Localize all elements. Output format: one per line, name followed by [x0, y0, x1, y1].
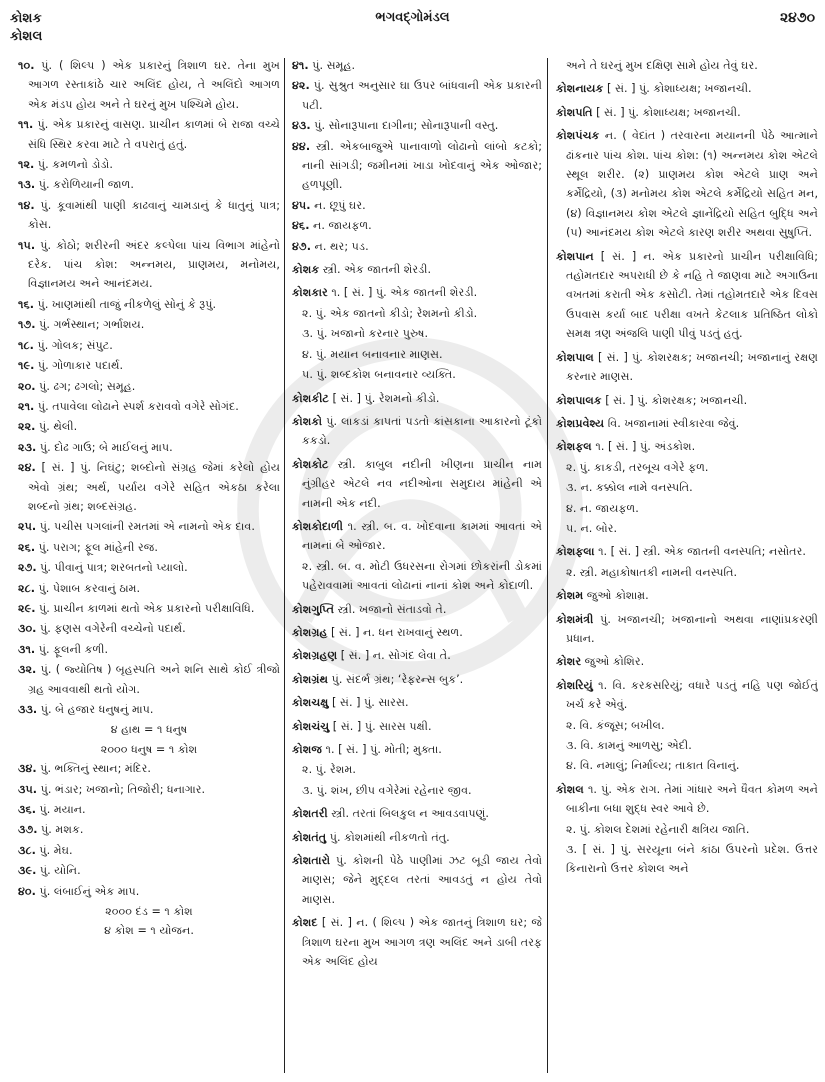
definition: પું. સંદર્ભ ગ્રંથ; ‘રેફરન્સ બુક’. — [331, 672, 464, 686]
sense-number: ૩૪. — [18, 762, 37, 776]
dictionary-entry — [556, 676, 818, 715]
definition: [ સં. ] પું. કોશરક્ષક; ખજાનચી; ખજાનાનું રક્ષણ કરનાર માણસ. — [566, 350, 818, 384]
sense-text: પું. પીવાનું પાત્ર; શરબતનો પ્યાલો. — [40, 561, 188, 575]
sense-number: ૧૪. — [18, 198, 35, 212]
headword: કોશલ — [556, 782, 584, 796]
sub-sense: ૨. પું. કાકડી, તરબૂચ વગેરે ફળ. — [566, 460, 709, 474]
definition: વિ. ખજાનામાં સ્વીકારવા જેવું. — [607, 416, 740, 430]
sense-text: પું. ભક્તિનું સ્થાન; મંદિર. — [40, 762, 151, 776]
sense-item — [18, 619, 280, 638]
sub-sense: ૩. પું. શંખ, છીપ વગેરેમાં રહેનાર જીવ. — [302, 783, 472, 797]
definition: ૧. પું. એક રાગ. તેમાં ગાંધાર અને ધૈવત કોમળ અને બાકીના બધા શુદ્ધ સ્વર આવે છે. — [566, 782, 818, 816]
sense-item — [18, 417, 280, 436]
sub-sense: ૩. [ સં. ] પું. સરયૂના બંને કાંઠા ઉપરનો પ્રદેશ. ઉત્તર કિનારાનો ઉત્તર કોશલ અને — [566, 843, 818, 876]
headword: કોશકોદાળી — [292, 519, 343, 533]
sub-sense: ૫. ન. બોર. — [566, 521, 618, 535]
guide-word-last: કોશલ — [10, 29, 43, 44]
sense-item — [292, 116, 542, 135]
sense-text: પું. પ્રાચીન કાળમાં થતો એક પ્રકારનો પરીક્ષાવિધિ. — [39, 601, 255, 615]
definition: [ સં. ] પું. કોશાધ્યક્ષ; ખજાનચી. — [596, 105, 741, 119]
sub-sense: ૨. પું. એક જાતનો કીડો; રેશમનો કીડો. — [302, 306, 478, 320]
definition: ૧. સ્ત્રી. બ. વ. ખોદવાના કામમાં આવતાં એ નામનાં બે ઓજાર. — [302, 519, 542, 553]
headword: કોશગ્રંથ — [292, 672, 329, 686]
headword: કોશર — [556, 655, 582, 669]
sense-text: પું. લંબાઈનું એક માપ. — [39, 884, 140, 898]
page-number: ૨૪૭૦ — [779, 10, 815, 26]
sense-number: ૧૮. — [18, 338, 34, 352]
definition: પું. લાકડાં કાપતાં પડતો કાંસકાના આકારનો ટૂંકો કકડો. — [302, 414, 542, 448]
definition: [ સં. ] ન. ધન રાખવાનું સ્થળ. — [331, 625, 463, 639]
headword: કોશફલા — [556, 545, 595, 559]
definition: [ સં. ] પું. સારસ પક્ષી. — [332, 719, 432, 733]
sense-number: ૪૩. — [292, 119, 311, 133]
sense-text: પું. કરોળિયાની જાળ. — [38, 178, 134, 192]
sense-number: ૨૩. — [18, 440, 37, 454]
sense-item — [18, 155, 280, 174]
definition: ૧. [ સં. ] પું. મોતી; મુક્તા. — [325, 743, 442, 756]
sense-number: ૩૮. — [18, 843, 36, 857]
sub-sense: ૪. ન. જાયફળ. — [566, 501, 639, 515]
dictionary-entry — [556, 780, 818, 819]
sense-number: ૪૨. — [292, 79, 310, 93]
sense-text: પું. સુશ્રુત અનુસાર ઘા ઉપર બાંધવાની એક પ્રકારની પટી. — [302, 79, 542, 112]
definition: સ્ત્રી. તરતાં બિલકુલ ન આવડવાપણું. — [331, 807, 489, 821]
sense-number: ૪૭. — [292, 239, 311, 253]
sense-item — [18, 599, 280, 618]
sense-number: ૪૦. — [18, 884, 36, 898]
sense-item — [18, 377, 280, 396]
sub-sense: ૨. સ્ત્રી. બ. વ. મોટી ઉધરસના રોગમાં છોકરાંની ડોકમાં પહેરાવવામાં આવતાં લોઢાનાં નાનાં કોશ અને કોદાળી. — [302, 559, 542, 593]
headword: કોશપતિ — [556, 105, 593, 119]
sense-number: ૩૯. — [18, 864, 37, 878]
sense-number: ૧૩. — [18, 178, 36, 192]
definition: સ્ત્રી. ખજાનો સંતાડવો તે. — [337, 602, 447, 616]
sense-item — [18, 538, 280, 557]
continuation-text: અને તે ઘરનું મુખ દક્ષિણ સામે હોય તેવું ઘર. — [566, 59, 758, 72]
sense-text: પું. પચીસ પગલાંની રમતમાં એ નામનો એક દાવ. — [39, 520, 255, 534]
dictionary-entry — [292, 455, 542, 513]
dictionary-entry — [292, 389, 542, 408]
sense-item — [18, 841, 280, 860]
dictionary-entry — [292, 646, 542, 665]
headword: કોશકો — [292, 414, 323, 428]
sense-text: પું. તપાવેલા લોઢાને સ્પર્શ કરાવવો વગેરે સોગંદ. — [37, 399, 239, 413]
sense-item — [18, 558, 280, 577]
page-title: ભગવદ્ગોમંડલ — [375, 10, 450, 25]
sense-item — [292, 237, 542, 256]
sense-text: પું. થેલી. — [38, 420, 78, 434]
dictionary-entry — [292, 670, 542, 689]
sense-item — [292, 216, 542, 235]
sub-sense: ૪. વિ. નમાલું; નિર્માલ્ય; તાકાત વિનાનું. — [566, 759, 740, 773]
headword: કોશપાલક — [556, 393, 602, 407]
dictionary-entry — [292, 693, 542, 712]
definition: સ્ત્રી. એક જાતની શેરડી. — [322, 263, 432, 277]
sense-text: ન. છૂપું ઘર. — [314, 198, 366, 212]
sense-item — [18, 356, 280, 375]
sub-sense: ૪. પું. મયાન બનાવનાર માણસ. — [302, 347, 443, 361]
definition: ૧. વિ. કરકસરિયું; વધારે પડતું નહિ પણ જોઈતું ખર્ચ કરે એવું. — [566, 678, 818, 712]
column-divider — [284, 58, 285, 1073]
sense-text: પું. ગર્ભસ્થાન; ગર્ભાશય. — [39, 318, 145, 332]
sense-number: ૧૦. — [18, 59, 35, 72]
sense-number: ૧૨. — [18, 158, 35, 172]
sense-text: પું. મેઘ. — [39, 843, 73, 857]
dictionary-entry — [556, 586, 818, 605]
dictionary-columns — [0, 56, 825, 1076]
dictionary-entry — [556, 348, 818, 387]
sense-item — [18, 640, 280, 659]
headword: કોશતરી — [292, 807, 328, 821]
sense-text: પું. સોનારૂપાના દાગીના; સોનારૂપાની વસ્તુ. — [314, 119, 499, 133]
sense-item — [18, 458, 280, 516]
dictionary-entry — [292, 740, 542, 759]
sense-text: પું. ( જ્યોતિષ ) બૃહસ્પતિ અને શનિ સાથે કોઈ ત્રીજો ગ્રહ આવવાથી થતો યોગ. — [28, 663, 280, 696]
definition: ૧. [ સં. ] સ્ત્રી. એક જાતની વનસ્પતિ; નસોતર. — [598, 545, 806, 559]
sense-item — [18, 315, 280, 334]
sub-sense: ૫. પું. શબ્દકોશ બનાવનાર વ્યક્તિ. — [302, 368, 456, 382]
dictionary-entry — [292, 412, 542, 451]
column-3 — [556, 56, 818, 1071]
sense-item — [292, 76, 542, 115]
sense-item — [18, 800, 280, 819]
sense-text: ન. જાયફળ. — [313, 219, 372, 233]
dictionary-entry — [292, 517, 542, 556]
definition: [ સં. ] ન. એક પ્રકારનો પ્રાચીન પરીક્ષાવિધિ; તહોમતદાર અપરાધી છે કે નહિ તે જાણવા માટે અગાઉના વખતમાં કરાતી એક કસોટી. તેમાં તહોમતદારે એક દિવસ ઉપવાસ કર્યા બાદ પરીક્ષા વખતે કેટલાક પ્રતિષ્ઠિત લોકો સમક્ષ ત્રણ અંજલિ પાણી પીવું પડતું હતું. — [566, 249, 818, 341]
dictionary-entry — [292, 851, 542, 909]
sense-item — [18, 820, 280, 839]
sense-number: ૪૬. — [292, 219, 310, 233]
sense-number: ૩૦. — [18, 622, 37, 636]
sub-sense: ૩. વિ. કામનું આળસુ; એદી. — [566, 739, 692, 752]
definition: [ સં. ] પું. કોશરક્ષક; ખજાનચી. — [605, 393, 748, 407]
dictionary-entry — [556, 103, 818, 122]
sense-number: ૩૩. — [18, 703, 38, 716]
dictionary-entry — [556, 542, 818, 561]
sense-item — [18, 700, 280, 719]
sense-item — [18, 882, 280, 901]
column-2 — [292, 56, 542, 1071]
sense-text: પું. ખાણમાંથી તાજું નીકળેલું સોનું કે રૂપું. — [37, 297, 217, 311]
dictionary-entry — [292, 828, 542, 847]
headword: કોશપાલ — [556, 350, 594, 364]
headword: કોશમ — [556, 589, 584, 603]
sense-item — [18, 236, 280, 294]
sense-text: પું. મયાન. — [39, 803, 86, 817]
sense-item — [18, 780, 280, 799]
sense-item — [292, 56, 542, 75]
sense-text: પું. બે હજાર ધનુષનું માપ. — [40, 703, 154, 716]
headword: કોશપ્રવેશ્ય — [556, 416, 605, 430]
sense-number: ૩૫. — [18, 782, 38, 796]
headword: કોશગુપ્તિ — [292, 602, 335, 616]
headword: કોશકીટ — [292, 391, 329, 405]
sense-number: ૨૧. — [18, 399, 35, 413]
headword: કોશફલ — [556, 440, 592, 454]
dictionary-entry — [556, 79, 818, 98]
headword: કોશક — [292, 263, 320, 277]
dictionary-entry — [292, 623, 542, 642]
sense-number: ૪૪. — [292, 139, 311, 153]
sense-text: પું. કમળનો ડોડો. — [37, 158, 113, 172]
sense-number: ૨૮. — [18, 581, 35, 595]
dictionary-entry — [556, 391, 818, 410]
headword: કોશતંતુ — [292, 830, 327, 844]
sub-sense: ૨. વિ. કંજૂસ; બખીલ. — [566, 718, 665, 732]
sense-text: પું. ( શિલ્પ ) એક પ્રકારનું ત્રિશાળ ઘર. તેના મુખ આગળ રસ્તાકાંઠે ચાર અલિંદ હોય, તે અલિંદો આગળ એક મંડપ હોય અને તે ઘરનું મુખ પશ્ચિમે હોય. — [28, 59, 280, 111]
headword: કોશકાર — [292, 286, 328, 300]
sense-text: પું. કોઠો; શરીરની અંદર કલ્પેલા પાંચ વિભાગ માંહેનો દરેક. પાંચ કોશ: અન્નમય, પ્રાણમય, મનોમય, વિજ્ઞાનમય અને આનંદમય. — [28, 238, 280, 291]
sense-item — [18, 336, 280, 355]
sub-sense: ૨. પું. કોશલ દેશમાં રહેનારી ક્ષત્રિય જાતિ. — [566, 822, 750, 836]
definition: જુઓ કોશામ્ર. — [586, 589, 649, 603]
definition: સ્ત્રી. કાબુલ નદીની ખીણના પ્રાચીન નામ નુંગ્રીહર એટલે નવ નદીઓના સમુદાય માંહેની એ નામની એક નદી. — [302, 457, 542, 510]
headword: કોશદ — [292, 916, 318, 930]
sense-text: પું. પરાગ; ફૂલ માંહેની રજ. — [38, 540, 158, 554]
sense-number: ૨૪. — [18, 461, 36, 475]
page-header — [0, 6, 825, 54]
sense-number: ૩૨. — [18, 663, 37, 677]
sense-item — [18, 397, 280, 416]
definition: ન. ( વેદાંત ) તરવારના મયાનની પેઠે આત્માને ઢાંકનાર પાંચ કોશ. પાંચ કોશ: (૧) અન્નમય કોશ એટલે સ્થૂલ શરીર. (૨) પ્રાણમય કોશ એટલે પ્રાણ અને કર્મેંદ્રિયો, (૩) મનોમય કોશ એટલે કર્મેંદ્રિયો સહિત મન, (૪) વિજ્ઞાનમય કોશ એટલે જ્ઞાનેંદ્રિયો સહિત બુદ્ધિ અને (૫) આનંદમય કોશ એટલે કારણ શરીર અથવા સુષુપ્તિ. — [566, 129, 818, 240]
headword: કોશજ — [292, 743, 322, 756]
sense-item — [18, 759, 280, 778]
sense-number: ૧૬. — [18, 297, 34, 311]
sense-number: ૪૧. — [292, 59, 309, 72]
sense-item — [292, 137, 542, 195]
sense-item — [18, 579, 280, 598]
dictionary-entry — [556, 414, 818, 433]
definition: પું. કોશમાંથી નીકળતો તંતુ. — [329, 830, 450, 844]
sense-text: પું. ઢગ; ઢગલો; સમૂહ. — [39, 379, 136, 393]
headword: કોશમંત્રી — [556, 612, 594, 626]
sense-text: પું. મશક. — [41, 823, 84, 837]
definition: ૧. [ સં. ] પું. અંડકોશ. — [595, 440, 696, 454]
definition: પું. ખજાનચી; ખજાનાનો અથવા નાણાંપ્રકરણી પ્રધાન. — [566, 612, 818, 645]
headword: કોશચક્ષુ — [292, 696, 329, 710]
measure-equation: ૨૦૦૦ દંડ = ૧ કોશ — [105, 905, 193, 919]
dictionary-entry — [292, 283, 542, 302]
sense-item — [18, 196, 280, 235]
sense-number: ૩૬. — [18, 803, 36, 817]
sense-number: ૩૧. — [18, 642, 36, 656]
sense-text: પું. યોનિ. — [39, 864, 81, 878]
dictionary-entry — [292, 717, 542, 736]
headword: કોશચંચુ — [292, 719, 330, 733]
dictionary-entry — [292, 804, 542, 823]
dictionary-entry — [556, 126, 818, 242]
headword: કોશપાન — [556, 249, 594, 263]
sense-item — [18, 438, 280, 457]
definition: [ સં. ] પું. રેશમનો કીડો. — [332, 391, 440, 405]
column-divider — [547, 58, 548, 1073]
sense-text: પું. ગોળાકાર પદાર્થ. — [37, 359, 124, 373]
headword: કોશકોટ — [292, 457, 329, 471]
sense-text: પું. ગોલક; સંપુટ. — [37, 338, 113, 352]
sense-item — [18, 660, 280, 699]
sub-sense: ૨. સ્ત્રી. મહાકોષાતકી નામની વનસ્પતિ. — [566, 565, 738, 579]
measure-equation: ૨૦૦૦ ધનુષ = ૧ કોશ — [100, 742, 198, 756]
sense-text: પું. સમૂહ. — [312, 59, 356, 72]
headword: કોશગ્રહણ — [292, 649, 338, 663]
dictionary-entry — [556, 247, 818, 344]
definition: [ સં. ] પું. કોશાધ્યક્ષ; ખજાનચી. — [607, 82, 752, 96]
sense-number: ૨૦. — [18, 379, 36, 393]
sense-number: ૨૭. — [18, 561, 37, 575]
definition: જુઓ કોશિર. — [584, 655, 645, 669]
sense-number: ૪૫. — [292, 198, 311, 212]
measure-equation: ૪ હાથ = ૧ ધનુષ — [110, 723, 188, 737]
sense-item — [18, 517, 280, 536]
measure-equation: ૪ કોશ = ૧ યોજન. — [104, 924, 194, 938]
sense-item — [18, 175, 280, 194]
dictionary-entry — [292, 600, 542, 619]
sense-text: સ્ત્રી. એકબાજુએ પાનાવાળો લોઢાનો લાંબો કટકો; નાની સાંગડી; જમીનમાં ખાડા ખોદવાનું એક ઓજાર; હળપૂણી. — [302, 139, 542, 192]
dictionary-entry — [556, 652, 818, 671]
sense-number: ૧૧. — [18, 118, 34, 132]
sense-text: [ સં. ] પું. નિઘંટુ; શબ્દોનો સંગ્રહ જેમાં કરેલો હોય એવો ગ્રંથ; અર્થ, પર્યાય વગેરે સહિત એકઠા કરેલા શબ્દનો ગ્રંથ; શબ્દસંગ્રહ. — [28, 461, 280, 513]
sense-item — [18, 861, 280, 880]
sense-item — [292, 196, 542, 215]
sense-number: ૨૨. — [18, 420, 36, 434]
sense-text: પું. પેશાબ કરવાનું ઠામ. — [38, 581, 141, 595]
definition: [ સં. ] ન. સોગંદ લેવા તે. — [340, 649, 451, 663]
sense-number: ૧૯. — [18, 359, 35, 373]
sense-text: પું. દોઢ ગાઉ; બે માઈલનું માપ. — [39, 440, 173, 454]
sub-sense: ૩. ન. કક્કોલ નામે વનસ્પતિ. — [566, 481, 693, 495]
definition: ૧. [ સં. ] પું. એક જાતની શેરડી. — [331, 286, 478, 300]
sense-text: પું. કૂવામાંથી પાણી કાઢવાનું ચામડાનું કે ધાતુનું પાત્ર; કોસ. — [28, 198, 280, 232]
sense-item — [18, 295, 280, 314]
sense-text: ન. થર; પડ. — [314, 239, 369, 253]
definition: [ સં. ] પું. સારસ. — [331, 696, 409, 710]
sense-text: પું. ફણસ વગેરેની વચ્ચેનો પદાર્થ. — [40, 622, 186, 636]
sense-number: ૧૫. — [18, 238, 36, 252]
sense-number: ૨૯. — [18, 601, 36, 615]
dictionary-entry — [292, 913, 542, 971]
sense-number: ૧૭. — [18, 318, 36, 332]
sense-text: પું. ભંડાર; ખજાનો; તિજોરી; ધનાગાર. — [40, 782, 206, 796]
dictionary-entry — [292, 260, 542, 279]
sense-number: ૨૬. — [18, 540, 36, 554]
sense-item — [18, 115, 280, 154]
headword: કોશનાયક — [556, 82, 604, 96]
headword: કોશપંચક — [556, 129, 600, 143]
definition: [ સં. ] ન. ( શિલ્પ ) એક જાતનું ત્રિશાળ ઘર; જે ત્રિશાળ ઘરના મુખ આગળ ત્રણ અલિંદ અને ડાબી તરફ એક અલિંદ હોય — [302, 916, 542, 969]
headword: કોશગ્રહ — [292, 625, 328, 639]
sense-item — [18, 56, 280, 114]
sense-number: ૨૫. — [18, 520, 37, 534]
sense-number: ૩૭. — [18, 823, 38, 837]
sub-sense: ૨. પું. રેશમ. — [302, 763, 356, 777]
dictionary-entry — [556, 437, 818, 456]
dictionary-entry — [556, 610, 818, 649]
sub-sense: ૩. પું. ખજાનો કરનાર પુરુષ. — [302, 327, 429, 341]
definition: પું. કોશની પેઠે પાણીમાં ઝટ બૂડી જાય તેવો માણસ; જેને મુદ્દલ તરતાં આવડતું ન હોય તેવો માણસ. — [302, 854, 542, 906]
column-1 — [18, 56, 280, 1071]
sense-text: પું. એક પ્રકારનું વાસણ. પ્રાચીન કાળમાં બે રાજા વચ્ચે સંધિ સ્થિર કરવા માટે તે વપરાતું હતું. — [28, 118, 280, 151]
guide-word-first: કોશક — [10, 11, 42, 26]
sense-text: પું. ફૂલની કળી. — [38, 642, 109, 656]
headword: કોશરિયું — [556, 678, 593, 692]
headword: કોશતારો — [292, 854, 331, 868]
